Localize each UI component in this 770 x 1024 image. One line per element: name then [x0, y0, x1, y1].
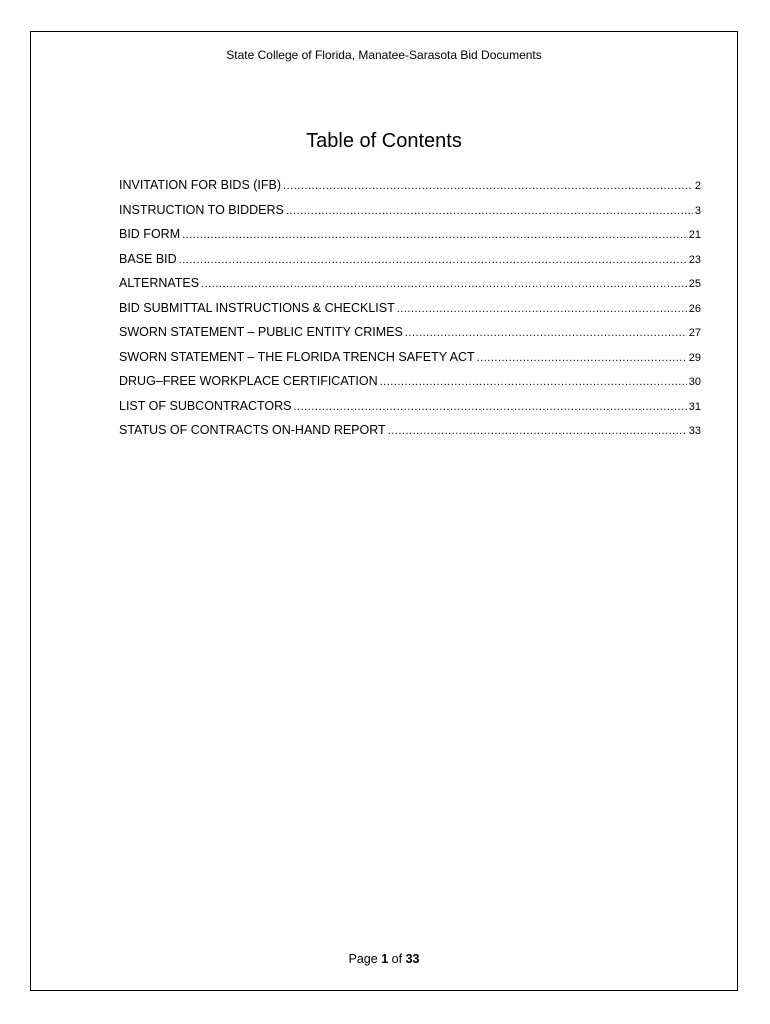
toc-entry[interactable] — [119, 252, 701, 277]
toc-entry[interactable] — [119, 203, 701, 228]
toc-dot-leader — [293, 401, 686, 413]
toc-entry-page: 31 — [688, 400, 701, 413]
toc-entry[interactable] — [119, 301, 701, 326]
toc-entry-page: 27 — [688, 327, 701, 339]
toc-entry[interactable] — [119, 423, 701, 448]
toc-dot-leader — [201, 278, 687, 290]
footer-of-word: of — [391, 952, 403, 966]
toc-dot-leader — [388, 425, 687, 437]
toc-entry[interactable] — [119, 374, 701, 399]
footer-page-word: Page — [348, 952, 378, 966]
toc-dot-leader — [283, 180, 693, 192]
footer-total-pages: 33 — [405, 952, 420, 966]
toc-dot-leader — [397, 303, 687, 315]
toc-entry-page: 29 — [688, 351, 701, 364]
toc-entry-label: INVITATION FOR BIDS (IFB) — [119, 178, 282, 192]
table-of-contents — [119, 178, 701, 448]
toc-entry-label: LIST OF SUBCONTRACTORS — [119, 398, 292, 413]
page-footer — [31, 952, 737, 966]
page-title: Table of Contents — [306, 130, 462, 152]
toc-entry-label: ALTERNATES — [119, 276, 200, 290]
toc-entry-page: 30 — [688, 376, 701, 388]
toc-entry[interactable] — [119, 325, 701, 350]
toc-entry-label: STATUS OF CONTRACTS ON-HAND REPORT — [119, 423, 386, 437]
toc-entry-label: BID SUBMITTAL INSTRUCTIONS & CHECKLIST — [119, 300, 395, 315]
page-header: State College of Florida, Manatee-Sarasota Bid Documents — [226, 48, 542, 62]
toc-dot-leader — [380, 376, 687, 388]
document-page — [30, 31, 738, 991]
toc-dot-leader — [179, 254, 687, 266]
toc-dot-leader — [286, 205, 693, 217]
toc-entry[interactable] — [119, 178, 701, 203]
toc-entry[interactable] — [119, 227, 701, 252]
footer-current-page: 1 — [381, 952, 389, 966]
toc-entry[interactable] — [119, 399, 701, 424]
toc-entry-page: 25 — [688, 278, 701, 290]
toc-entry-page: 2 — [694, 180, 701, 192]
toc-entry-page: 3 — [694, 204, 701, 217]
toc-entry-label: DRUG–FREE WORKPLACE CERTIFICATION — [119, 374, 378, 388]
toc-dot-leader — [182, 229, 687, 241]
toc-entry[interactable] — [119, 276, 701, 301]
toc-entry-page: 26 — [688, 302, 701, 315]
toc-entry-page: 21 — [688, 229, 701, 241]
toc-entry-label: SWORN STATEMENT – PUBLIC ENTITY CRIMES — [119, 325, 403, 339]
toc-entry-page: 33 — [688, 425, 701, 437]
toc-dot-leader — [477, 352, 687, 364]
toc-entry-label: BASE BID — [119, 251, 177, 266]
toc-entry-label: SWORN STATEMENT – THE FLORIDA TRENCH SAFETY ACT — [119, 349, 475, 364]
toc-entry-page: 23 — [688, 253, 701, 266]
toc-entry-label: BID FORM — [119, 227, 181, 241]
toc-entry[interactable] — [119, 350, 701, 375]
toc-entry-label: INSTRUCTION TO BIDDERS — [119, 202, 284, 217]
toc-dot-leader — [405, 327, 687, 339]
